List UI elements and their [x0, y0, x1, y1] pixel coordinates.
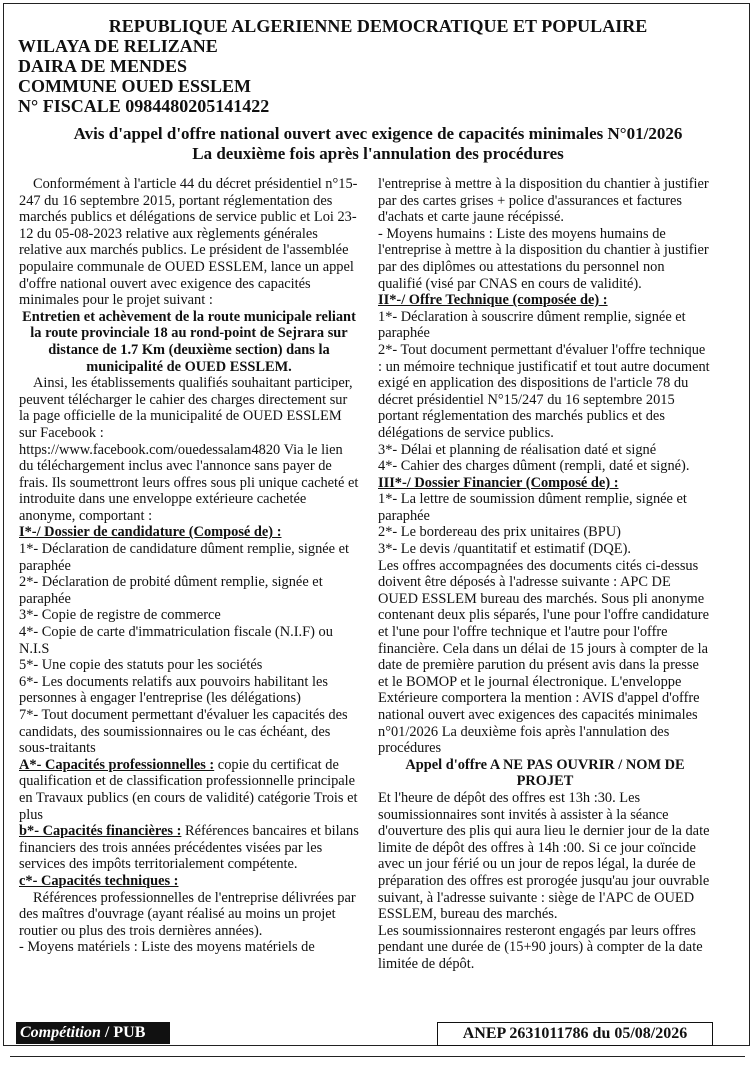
moyens-humains: - Moyens humains : Liste des moyens humains de l'entreprise à mettre à la disposition du chantier à justifier par des diplômes ou attestations du personnel non qualifié (visé par CNAS en cours de validité).	[378, 225, 709, 292]
list-item: 4*- Copie de carte d'immatriculation fiscale (N.I.F) ou N.I.S	[19, 624, 333, 657]
list-item: 1*- Déclaration de candidature dûment remplie, signée et paraphée	[19, 541, 350, 574]
dossier-candidature-heading: I*-/ Dossier de candidature (Composé de) :	[19, 524, 282, 541]
list-item: 2*- Tout document permettant d'évaluer l'offre technique : un mémoire technique justificatif et tout autre document exigé en application des dispositions de l'article 78 du décret présidentiel N°15/247 du 16 septembre 2015 portant réglementation des marchés publics et des délégations de service publics.	[378, 341, 710, 441]
notice-title-line1: Avis d'appel d'offre national ouvert avec exigence de capacités minimales N°01/2026	[73, 124, 683, 143]
moyens-materiels-continued: l'entreprise à mettre à la disposition du chantier à justifier par des cartes grises + police d'assurances et factures d'achats et carte jaune récépissé.	[378, 176, 709, 226]
project-name: Entretien et achèvement de la route municipale reliant la route provinciale 18 au rond-point de Sejrara sur distance de 1.7 Km (deuxième section) dans la municipalité de OUED ESSLEM.	[22, 308, 356, 375]
competition-label: Compétition	[20, 1024, 101, 1041]
list-item: 3*- Délai et planning de réalisation daté et signé	[378, 441, 657, 458]
left-column	[19, 176, 359, 956]
engagement-paragraph: Les soumissionnaires resteront engagés par leurs offres pendant une durée de (15+90 jours) à compter de la date limitée de dépôt.	[378, 922, 703, 972]
download-paragraph: Ainsi, les établissements qualifiés souhaitant participer, peuvent télécharger le cahier des charges directement sur la page officielle de la municipalité de OUED ESSLEM sur Facebook : https://www.facebook.com/ouedessalam4820 Via le lien du téléchargement inclus avec l'annonce sans payer de frais. Ils soumettront leurs offres sous pli unique cacheté et introduite dans une enveloppe extérieure cachetée anonyme, comportant :	[19, 375, 359, 524]
list-item: 4*- Cahier des charges dûment (rempli, daté et signé).	[378, 458, 690, 475]
header-fiscal: N° FISCALE 0984480205141422	[18, 96, 270, 116]
offre-technique-heading: II*-/ Offre Technique (composée de) :	[378, 292, 608, 309]
header-wilaya: WILAYA DE RELIZANE	[18, 36, 218, 56]
list-item: 3*- Copie de registre de commerce	[19, 607, 221, 624]
capacites-techniques-heading: c*- Capacités techniques :	[19, 872, 179, 889]
tag-separator: /	[100, 1024, 114, 1041]
heure-depot-paragraph: Et l'heure de dépôt des offres est 13h :30. Les soumissionnaires sont invités à assister à la séance d'ouverture des plis qui aura lieu le dernier jour de la date limite de dépôt des offres à 14h :00. Si ce jour coïncide avec un jour férié ou un jour de repos légal, la durée de préparation des offres est prorogée jusqu'au jour ouvrable suivant, à l'adresse suivante : siège de l'APC de OUED ESSLEM, bureau des marchés.	[378, 789, 710, 923]
capacites-professionnelles	[19, 757, 359, 823]
capacites-financieres-heading: b*- Capacités financières :	[19, 823, 182, 840]
list-item: 3*- Le devis /quantitatif et estimatif (DQE).	[378, 541, 631, 558]
header-daira: DAIRA DE MENDES	[18, 56, 188, 76]
list-item: 7*- Tout document permettant d'évaluer les capacités des candidats, des soumissionnaires ou le cas échéant, des sous-traitants	[19, 707, 348, 757]
pub-label: PUB	[113, 1024, 146, 1041]
notice-title-line2: La deuxième fois après l'annulation des procédures	[192, 144, 564, 163]
notice-title	[18, 124, 738, 164]
capacites-financieres	[19, 823, 359, 873]
dossier-financier-heading: III*-/ Dossier Financier (Composé de) :	[378, 474, 619, 491]
list-item: 1*- La lettre de soumission dûment remplie, signée et paraphée	[378, 491, 687, 524]
header-republic: REPUBLIQUE ALGERIENNE DEMOCRATIQUE ET POPULAIRE	[108, 16, 648, 36]
list-item: 1*- Déclaration à souscrire dûment remplie, signée et paraphée	[378, 308, 686, 342]
capacites-professionnelles-heading: A*- Capacités professionnelles :	[19, 756, 215, 773]
capacites-financieres-text: Références bancaires et bilans financiers des trois années précédentes visées par les services des impôts territorialement compétente.	[19, 823, 359, 873]
header-commune: COMMUNE OUED ESSLEM	[18, 76, 252, 96]
intro-paragraph: Conformément à l'article 44 du décret présidentiel n°15-247 du 16 septembre 2015, portant réglementation des marchés publics et délégations de service public et Loi 23-12 du 05-08-2023 relative aux règlements générales relative aux marchés publics. Le président de l'assemblée populaire communale de OUED ESSLEM, lance un appel d'offre national ouvert avec exigence des capacités minimales pour le projet suivant :	[19, 176, 358, 309]
list-item: 2*- Déclaration de probité dûment remplie, signée et paraphée	[19, 574, 323, 607]
ne-pas-ouvrir: Appel d'offre A NE PAS OUVRIR / NOM DE PROJET	[405, 756, 685, 790]
list-item: 6*- Les documents relatifs aux pouvoirs habilitant les personnes à engager l'entreprise (les délégations)	[19, 673, 328, 707]
capacites-professionnelles-text: copie du certificat de qualification et de classification professionnelle principale en Travaux publics (en cours de validité) catégorie Trois et plus	[19, 756, 358, 823]
list-item: 2*- Le bordereau des prix unitaires (BPU)	[378, 524, 621, 541]
offres-paragraph: Les offres accompagnées des documents cités ci-dessus doivent être déposés à l'adresse suivante : APC DE OUED ESSLEM bureau des marchés. Sous pli anonyme contenant deux plis séparés, l'une pour l'offre candidature et l'une pour l'offre technique et l'autre pour l'offre financière. Cela dans un délai de 15 jours à compter de la date de première parution du présent avis dans la presse et le BOMOP et le journal électronique. L'enveloppe Extérieure comportera la mention : AVIS d'appel d'offre national ouvert avec exigences des capacités minimales n°01/2026 La deuxième fois après l'annulation des procédures	[378, 557, 709, 757]
moyens-materiels: - Moyens matériels : Liste des moyens matériels de	[19, 939, 315, 956]
list-item: 5*- Une copie des statuts pour les sociétés	[19, 657, 263, 674]
anep-reference: ANEP 2631011786 du 05/08/2026	[437, 1022, 713, 1046]
competition-pub-tag	[16, 1022, 170, 1044]
capacites-techniques-text: Références professionnelles de l'entreprise délivrées par des maîtres d'ouvrage (ayant réalisé au moins un projet routier ou plus des trois dernières années).	[19, 889, 356, 939]
right-column	[378, 176, 712, 973]
bottom-divider	[10, 1056, 745, 1057]
header	[18, 16, 738, 116]
